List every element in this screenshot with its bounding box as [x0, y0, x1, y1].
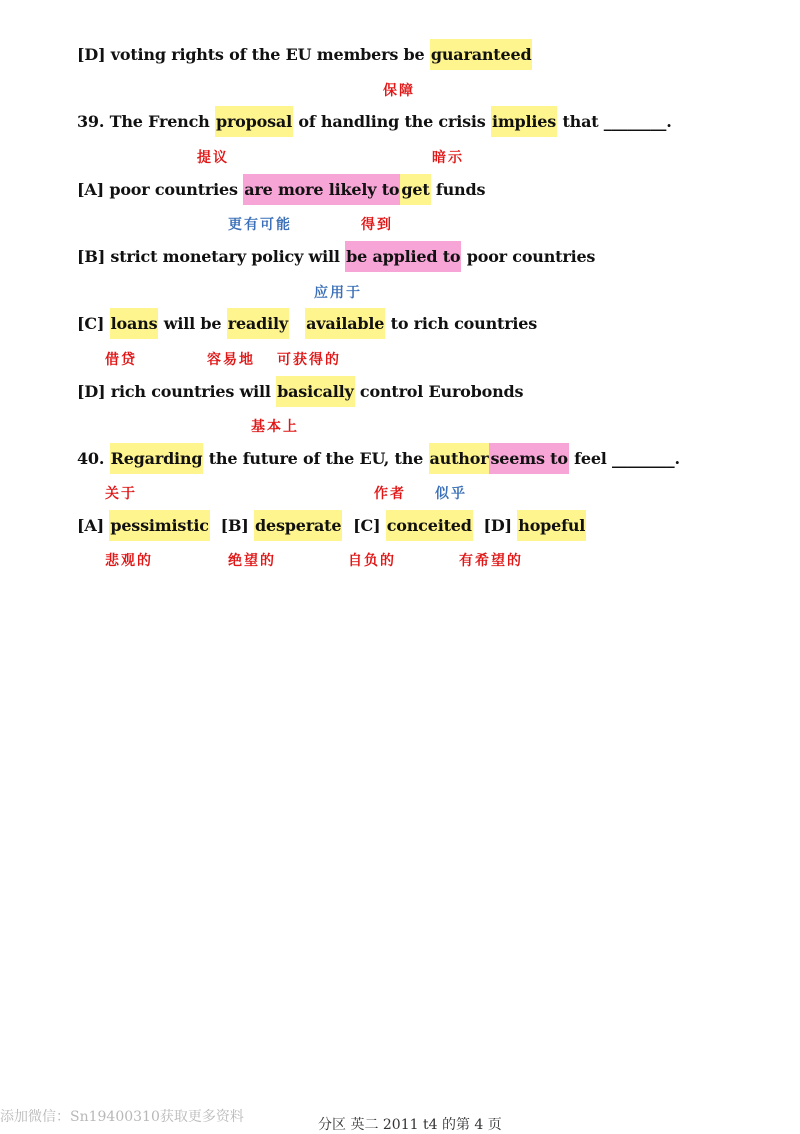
question-text: of handling the crisis: [292, 112, 491, 131]
page-footer: 分区 英二 2011 t4 的第 4 页: [318, 1117, 502, 1133]
highlight-word: conceited: [386, 510, 473, 541]
highlight-word: hopeful: [517, 510, 586, 541]
question-40: [77, 447, 680, 471]
option-c-label: [C]: [342, 516, 386, 535]
question-text: 40.: [77, 449, 110, 468]
annotation-loans: 借贷: [105, 352, 137, 368]
highlight-phrase: are more likely to: [243, 174, 400, 205]
highlight-word: guaranteed: [430, 39, 533, 70]
annotation-available: 可获得的: [277, 352, 341, 368]
watermark-footer: 添加微信：Sn19400310获取更多资料: [0, 1109, 244, 1125]
annotation-implies: 暗示: [432, 150, 464, 166]
option-text: [289, 314, 305, 333]
annotation-proposal: 提议: [197, 150, 229, 166]
annotation-seems-to: 似乎: [435, 486, 467, 502]
option-text: [B] strict monetary policy will: [77, 247, 346, 266]
annotation-more-likely: 更有可能: [228, 217, 292, 233]
option-text: [D] rich countries will: [77, 382, 277, 401]
question-text: feel ________.: [568, 449, 680, 468]
highlight-word: get: [400, 174, 430, 205]
option-a-39: [77, 178, 485, 202]
highlight-word: basically: [276, 376, 354, 407]
option-d-label: [D]: [472, 516, 518, 535]
annotation-hopeful: 有希望的: [459, 553, 523, 569]
highlight-word: implies: [491, 106, 557, 137]
highlight-phrase: be applied to: [345, 241, 461, 272]
annotation-conceited: 自负的: [348, 553, 396, 569]
question-39: [77, 110, 672, 134]
option-a-label: [A]: [77, 516, 110, 535]
option-b-39: [77, 245, 595, 269]
options-40: [77, 514, 586, 538]
option-d-39: [77, 380, 523, 404]
highlight-word: readily: [227, 308, 289, 339]
question-text: that ________.: [557, 112, 672, 131]
highlight-word: loans: [110, 308, 159, 339]
annotation-pessimistic: 悲观的: [105, 553, 153, 569]
highlight-word: author: [429, 443, 490, 474]
option-d-38: [77, 43, 532, 67]
option-text: will be: [158, 314, 227, 333]
annotation-applied-to: 应用于: [314, 285, 362, 301]
question-text: the future of the EU, the: [203, 449, 429, 468]
annotation-readily: 容易地: [207, 352, 255, 368]
highlight-phrase: seems to: [489, 443, 568, 474]
annotation-basically: 基本上: [251, 419, 299, 435]
option-text: [A] poor countries: [77, 180, 244, 199]
highlight-word: available: [305, 308, 385, 339]
option-text: [D] voting rights of the EU members be: [77, 45, 430, 64]
option-text: [C]: [77, 314, 110, 333]
option-text: control Eurobonds: [354, 382, 524, 401]
highlight-word: proposal: [215, 106, 293, 137]
annotation-desperate: 绝望的: [228, 553, 276, 569]
option-b-label: [B]: [209, 516, 255, 535]
annotation-get: 得到: [361, 217, 393, 233]
option-c-39: [77, 312, 537, 336]
question-text: 39. The French: [77, 112, 215, 131]
annotation-guaranteed: 保障: [383, 83, 415, 99]
option-text: funds: [430, 180, 486, 199]
annotation-author: 作者: [374, 486, 406, 502]
highlight-word: Regarding: [110, 443, 204, 474]
option-text: to rich countries: [385, 314, 538, 333]
option-text: poor countries: [461, 247, 596, 266]
highlight-word: pessimistic: [109, 510, 210, 541]
annotation-regarding: 关于: [105, 486, 137, 502]
highlight-word: desperate: [254, 510, 342, 541]
